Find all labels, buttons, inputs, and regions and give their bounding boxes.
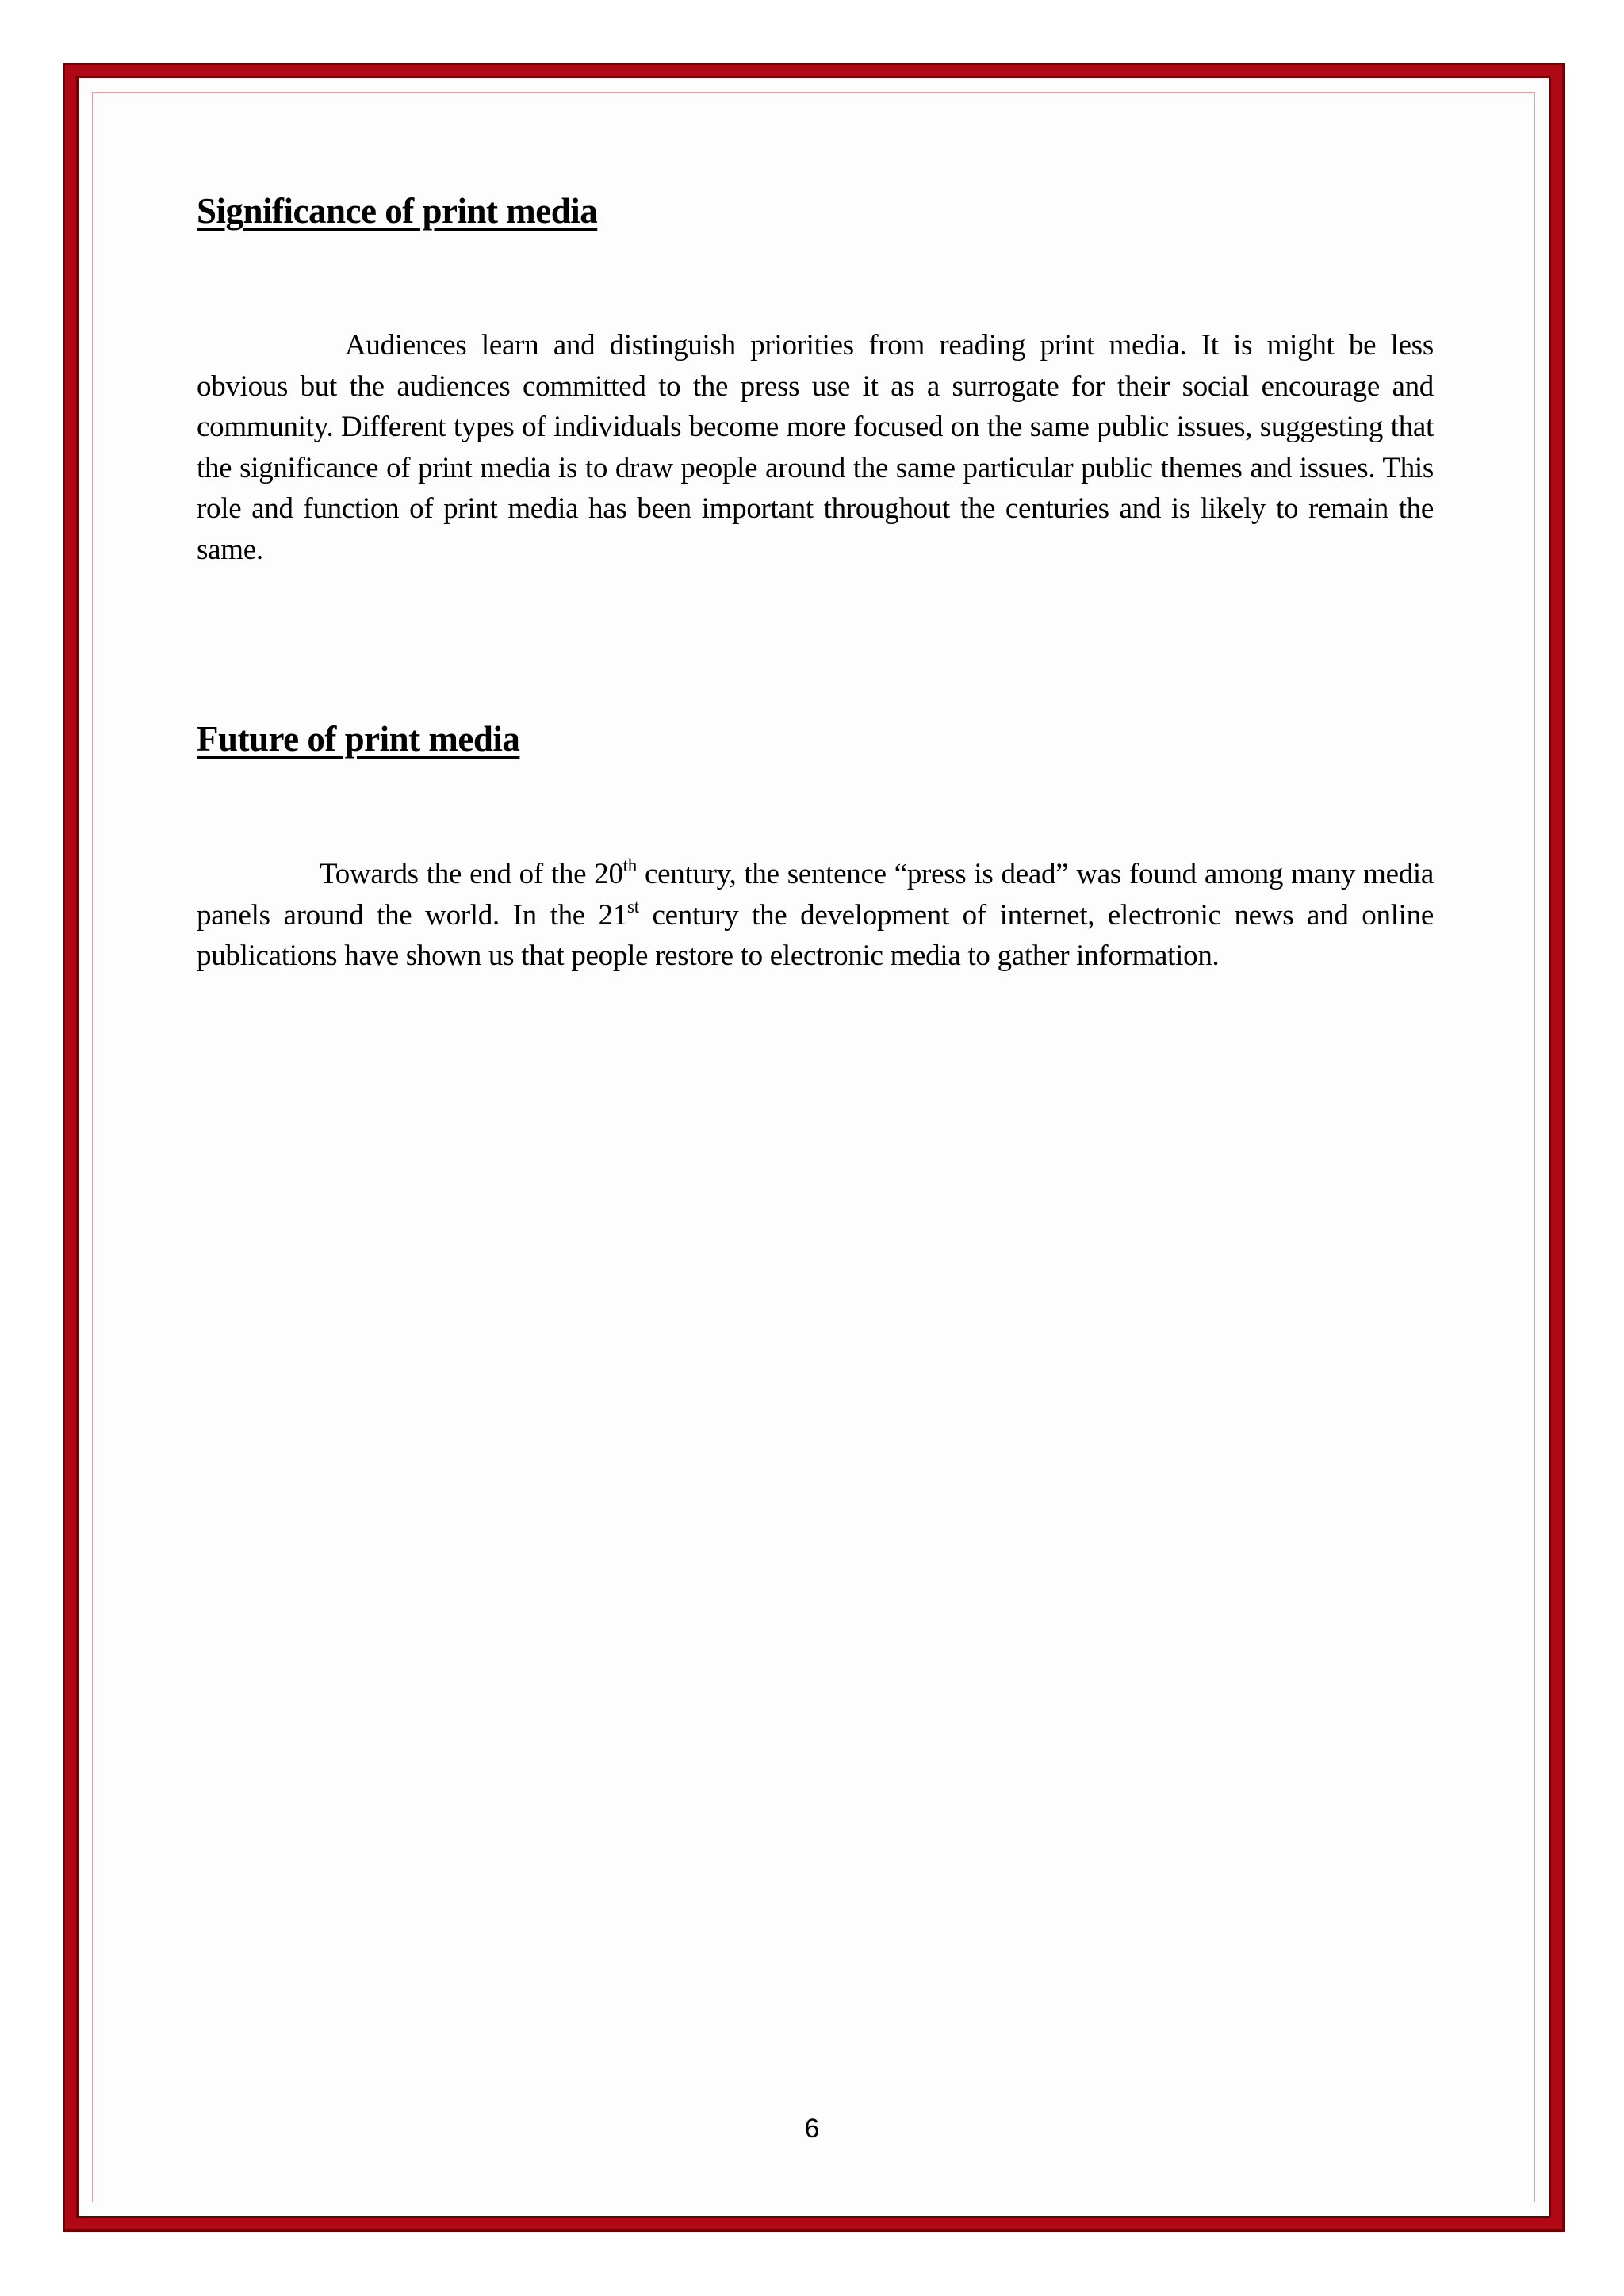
future-text-part2: century, the sentence “press is dead” was found among many media panels around the world. In the 21: [197, 858, 1434, 932]
section-paragraph-future: [197, 854, 1434, 977]
page-number: 6: [804, 2114, 820, 2144]
section-heading-future: Future of print media: [197, 719, 520, 759]
future-text-part3: century the development of internet, electronic news and online publications have shown us that people restore to electronic media to gather information.: [197, 898, 1434, 972]
section-paragraph-significance: Audiences learn and distinguish priorities from reading print media. It is might be less obvious but the audiences committed to the press use it as a surrogate for their social encourage and community. Different types of individuals become more focused on the same public issues, suggesting that the significance of print media is to draw people around the same particular public themes and issues. This role and function of print media has been important throughout the centuries and is likely to remain the same.: [197, 329, 1434, 566]
superscript-st: st: [627, 896, 639, 916]
section-heading-significance: Significance of print media: [197, 191, 598, 231]
superscript-th: th: [622, 855, 637, 875]
future-text-part1: Towards the end of the 20: [320, 858, 623, 890]
